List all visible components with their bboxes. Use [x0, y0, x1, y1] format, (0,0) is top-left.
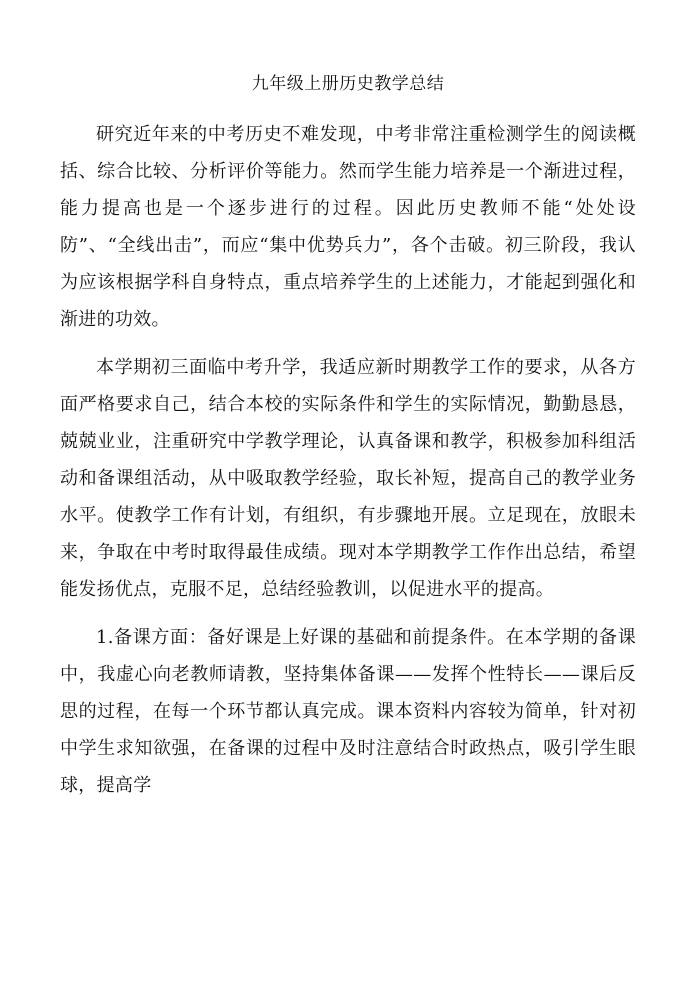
document-title: 九年级上册历史教学总结: [251, 74, 445, 94]
paragraph-3: 1.备课方面：备好课是上好课的基础和前提条件。在本学期的备课中，我虚心向老教师请教，坚持集体备课——发挥个性特长——课后反思的过程，在每一个环节都认真完成。课本资料内容较为简单，针对初中学生求知欲强，在备课的过程中及时注意结合时政热点，吸引学生眼球，提高学: [60, 627, 636, 796]
paragraph-2: 本学期初三面临中考升学，我适应新时期教学工作的要求，从各方面严格要求自己，结合本校的实际条件和学生的实际情况，勤勤恳恳，兢兢业业，注重研究中学教学理论，认真备课和教学，积极参加科组活动和备课组活动，从中吸取教学经验，取长补短，提高自己的教学业务水平。使教学工作有计划，有组织，有步骤地开展。立足现在，放眼未来，争取在中考时取得最佳成绩。现对本学期教学工作作出总结，希望能发扬优点，克服不足，总结经验教训，以促进水平的提高。: [60, 357, 636, 600]
paragraph-1: 研究近年来的中考历史不难发现，中考非常注重检测学生的阅读概括、综合比较、分析评价等能力。然而学生能力培养是一个渐进过程，能力提高也是一个逐步进行的过程。因此历史教师不能“处处设防”、“全线出击”，而应“集中优势兵力”，各个击破。初三阶段，我认为应该根据学科自身特点，重点培养学生的上述能力，才能起到强化和渐进的功效。: [60, 124, 636, 330]
